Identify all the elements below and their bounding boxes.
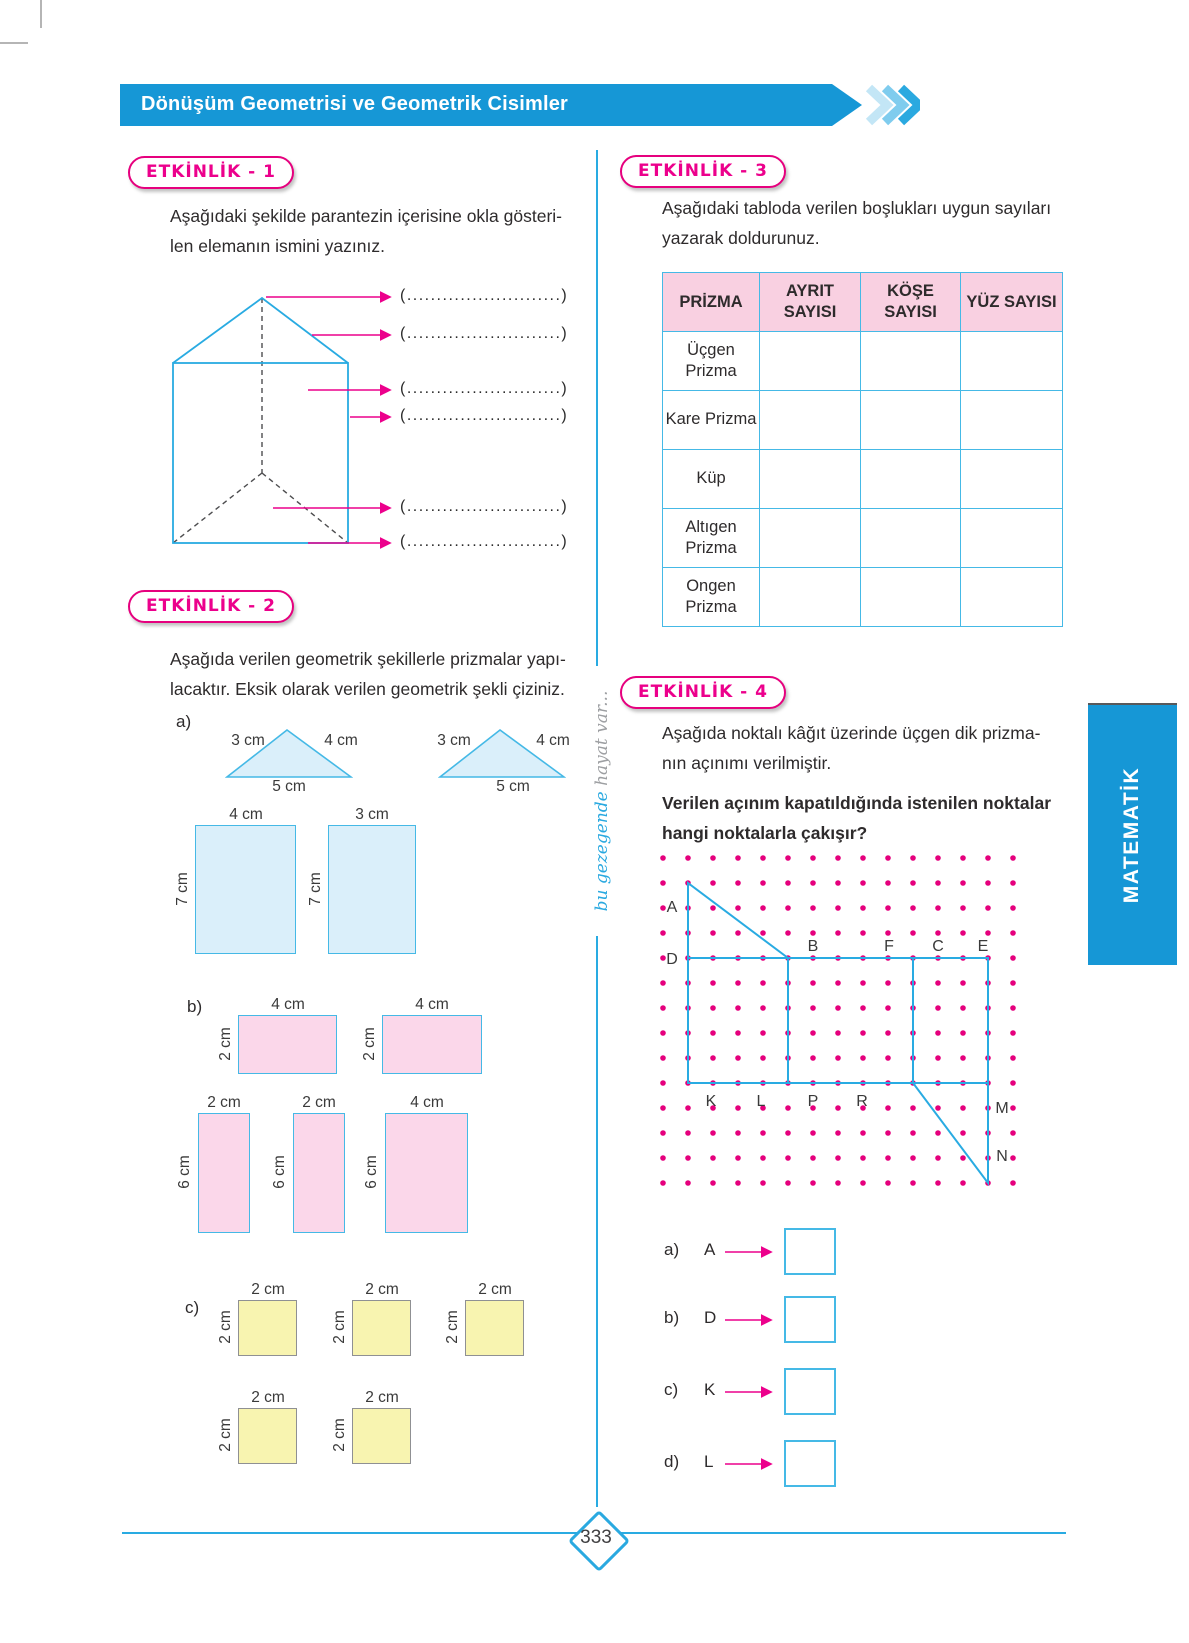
point-label-C: C: [932, 938, 944, 955]
table-cell-empty[interactable]: [861, 332, 961, 391]
point-label-M: M: [995, 1100, 1009, 1117]
point-label-A: A: [666, 899, 678, 916]
table-cell-empty[interactable]: [961, 568, 1063, 627]
activity2-badge: ETKİNLİK - 2: [128, 590, 294, 623]
answer-point-label: K: [704, 1380, 716, 1399]
square-shape: [352, 1408, 411, 1464]
answer-blank[interactable]: (..........................): [400, 325, 569, 342]
activity4-question-line1: Verilen açınım kapatıldığında istenilen noktalar: [662, 793, 1052, 813]
table-cell-empty[interactable]: [760, 450, 861, 509]
answer-box[interactable]: [784, 1228, 836, 1275]
table-cell-empty[interactable]: [961, 332, 1063, 391]
dot-grid: [660, 855, 1016, 1186]
dimension-label: 2 cm: [361, 1027, 378, 1061]
rectangle-shape: [198, 1113, 250, 1233]
col-header-prizma: PRİZMA: [663, 273, 760, 332]
square-shape: [238, 1408, 297, 1464]
dimension-label: 2 cm: [251, 1281, 285, 1298]
answer-point-label: D: [704, 1308, 717, 1327]
answer-item-label: c): [664, 1380, 679, 1399]
table-cell-empty[interactable]: [961, 509, 1063, 568]
dimension-label: 5 cm: [272, 778, 306, 795]
col-header-yuz: YÜZ SAYISI: [961, 273, 1063, 332]
rectangle-shape: [385, 1113, 468, 1233]
dimension-label: 2 cm: [478, 1281, 512, 1298]
subject-tab-label: MATEMATİK: [1120, 766, 1144, 904]
rectangle-shape: [293, 1113, 345, 1233]
answer-item-label: a): [664, 1240, 680, 1259]
arrow-icon: [724, 1313, 780, 1327]
dimension-label: 6 cm: [176, 1155, 193, 1189]
activity4-question-line2: hangi noktalarla çakışır?: [662, 823, 868, 843]
answer-blank[interactable]: (..........................): [400, 533, 569, 550]
dimension-label: 3 cm: [437, 732, 471, 749]
rectangle-shape: [382, 1015, 482, 1074]
dimension-label: 7 cm: [174, 872, 191, 906]
table-cell-empty[interactable]: [861, 568, 961, 627]
point-label-R: R: [856, 1093, 868, 1110]
point-label-L: L: [756, 1093, 766, 1110]
activity4-instruction-line2: nın açınımı verilmiştir.: [662, 753, 832, 773]
item-c-label: c): [185, 1298, 200, 1317]
square-shape: [465, 1300, 524, 1356]
arrow-icon: [724, 1385, 780, 1399]
dimension-label: 2 cm: [217, 1310, 234, 1344]
dimension-label: 3 cm: [231, 732, 265, 749]
table-cell-empty[interactable]: [861, 391, 961, 450]
crop-mark-horizontal: [0, 42, 28, 44]
activity4-instruction-line1: Aşağıda noktalı kâğıt üzerinde üçgen dik prizma-: [662, 723, 1041, 743]
table-cell-empty[interactable]: [961, 450, 1063, 509]
crop-mark-vertical: [40, 0, 42, 28]
dimension-label: 2 cm: [217, 1418, 234, 1452]
page-number: 333: [580, 1527, 612, 1548]
activity1-instruction-line1: Aşağıdaki şekilde parantezin içerisine okla gösteri-: [170, 206, 563, 226]
answer-row-d: [662, 1440, 852, 1486]
page-title: Dönüşüm Geometrisi ve Geometrik Cisimler: [141, 93, 569, 115]
answer-blank[interactable]: (..........................): [400, 407, 569, 424]
answer-box[interactable]: [784, 1296, 836, 1343]
table-cell-empty[interactable]: [760, 332, 861, 391]
subject-tab: [1088, 703, 1177, 965]
dimension-label: 2 cm: [331, 1310, 348, 1344]
point-label-E: E: [977, 938, 989, 955]
answer-blank[interactable]: (..........................): [400, 498, 569, 515]
answer-point-label: L: [704, 1452, 714, 1471]
activity3-instruction-line2: yazarak doldurunuz.: [662, 228, 820, 248]
pointer-arrows: [266, 297, 390, 543]
square-shape: [238, 1300, 297, 1356]
item-a-label: a): [176, 712, 192, 731]
activity1-badge: ETKİNLİK - 1: [128, 156, 294, 189]
dimension-label: 4 cm: [324, 732, 358, 749]
table-row: [663, 509, 1063, 568]
dimension-label: 2 cm: [302, 1094, 336, 1111]
dimension-label: 6 cm: [271, 1155, 288, 1189]
dimension-label: 2 cm: [331, 1418, 348, 1452]
activity3-badge: ETKİNLİK - 3: [620, 155, 786, 188]
activity4-badge: ETKİNLİK - 4: [620, 676, 786, 709]
watermark-text: [592, 666, 618, 936]
point-label-D: D: [666, 951, 678, 968]
dimension-label: 7 cm: [307, 872, 324, 906]
table-row: [663, 391, 1063, 450]
answer-row-b: [662, 1296, 852, 1342]
dimension-label: 5 cm: [496, 778, 530, 795]
arrow-icon: [724, 1457, 780, 1471]
point-label-N: N: [996, 1148, 1008, 1165]
answer-row-c: [662, 1368, 852, 1414]
dimension-label: 3 cm: [355, 806, 389, 823]
chevron-icon: [869, 88, 919, 122]
dimension-label: 4 cm: [410, 1094, 444, 1111]
dot-grid-prism-net: [650, 850, 1028, 1198]
point-label-F: F: [884, 938, 894, 955]
answer-point-label: A: [704, 1240, 716, 1259]
square-shape: [352, 1300, 411, 1356]
table-cell-empty[interactable]: [760, 391, 861, 450]
rectangle-shape: [238, 1015, 337, 1074]
dimension-label: 2 cm: [365, 1281, 399, 1298]
dimension-label: 4 cm: [229, 806, 263, 823]
point-label-B: B: [807, 938, 819, 955]
dimension-label: 2 cm: [365, 1389, 399, 1406]
row-label: Üçgen Prizma: [663, 332, 760, 391]
answer-item-label: b): [664, 1308, 680, 1327]
answer-blank[interactable]: (..........................): [400, 287, 569, 304]
table-row: [663, 332, 1063, 391]
dimension-label: 4 cm: [271, 996, 305, 1013]
answer-box[interactable]: [784, 1440, 836, 1487]
dimension-label: 2 cm: [251, 1389, 285, 1406]
table-cell-empty[interactable]: [961, 391, 1063, 450]
point-label-P: P: [807, 1093, 819, 1110]
answer-row-a: [662, 1228, 852, 1274]
answer-item-label: d): [664, 1452, 680, 1471]
dimension-label: 2 cm: [444, 1310, 461, 1344]
point-label-K: K: [705, 1093, 717, 1110]
table-cell-empty[interactable]: [861, 450, 961, 509]
dimension-label: 2 cm: [217, 1027, 234, 1061]
table-cell-empty[interactable]: [760, 568, 861, 627]
rectangle-shape: [195, 825, 296, 954]
table-row: [663, 450, 1063, 509]
activity2-instruction-line1: Aşağıda verilen geometrik şekillerle prizmalar yapı-: [170, 649, 566, 669]
row-label: Ongen Prizma: [663, 568, 760, 627]
table-cell-empty[interactable]: [760, 509, 861, 568]
col-header-ayrit: AYRIT SAYISI: [760, 273, 861, 332]
answer-blank[interactable]: (..........................): [400, 380, 569, 397]
dimension-label: 6 cm: [363, 1155, 380, 1189]
row-label: Küp: [663, 450, 760, 509]
prism-table: [662, 272, 1063, 627]
table-row: [663, 568, 1063, 627]
watermark-blue: bu gezegende: [592, 791, 612, 912]
dimension-label: 2 cm: [207, 1094, 241, 1111]
table-cell-empty[interactable]: [861, 509, 961, 568]
dimension-label: 4 cm: [536, 732, 570, 749]
triangular-prism-figure: [160, 283, 410, 565]
answer-box[interactable]: [784, 1368, 836, 1415]
item-b-label: b): [187, 997, 203, 1016]
activity2-instruction-line2: lacaktır. Eksik olarak verilen geometrik şekli çiziniz.: [170, 679, 565, 699]
arrow-icon: [724, 1245, 780, 1259]
activity1-instruction-line2: len elemanın ismini yazınız.: [170, 236, 385, 256]
dimension-label: 4 cm: [415, 996, 449, 1013]
watermark-gray: hayat var...: [592, 690, 612, 792]
col-header-kose: KÖŞE SAYISI: [861, 273, 961, 332]
row-label: Altıgen Prizma: [663, 509, 760, 568]
activity3-instruction-line1: Aşağıdaki tabloda verilen boşlukları uygun sayıları: [662, 198, 1052, 218]
rectangle-shape: [328, 825, 416, 954]
row-label: Kare Prizma: [663, 391, 760, 450]
table-header-row: [663, 273, 1063, 332]
